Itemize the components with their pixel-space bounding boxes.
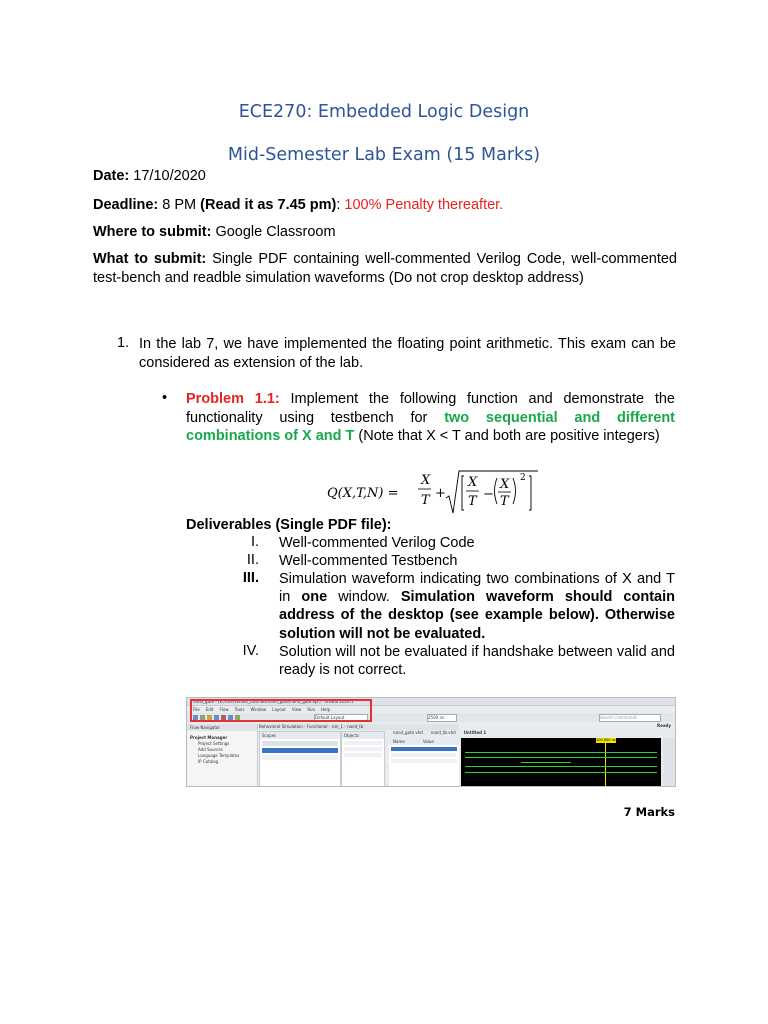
deliverables-heading: Deliverables (Single PDF file): <box>186 517 392 533</box>
what-label: What to submit: <box>93 251 207 267</box>
problem-highlight: two sequential and different combinations of X and T <box>186 409 676 444</box>
deliverable-text <box>279 570 675 643</box>
date-line <box>93 167 206 185</box>
formula-x3: X <box>500 477 510 492</box>
flow-navigator-header: Flow Navigator <box>187 724 257 731</box>
wave-bus <box>465 752 657 758</box>
formula-t1: T <box>421 493 430 508</box>
wave-signal <box>465 772 657 777</box>
editor-tabs <box>387 730 676 736</box>
formula-plus: + <box>435 486 446 501</box>
problem-text-b: (Note that X < T and both are positive integers) <box>354 428 660 444</box>
deliverable-text-b: one <box>301 589 328 606</box>
course-title: ECE270: Embedded Logic Design <box>238 102 530 122</box>
formula-exp: 2 <box>520 473 526 483</box>
menu-item: Run <box>307 707 316 712</box>
where-value: Google Classroom <box>211 224 336 240</box>
objects-header: Objects <box>342 732 384 739</box>
sim-header: Behavioral Simulation - Functional - sim_1 - nand_tb <box>259 724 459 730</box>
date-label: Date: <box>93 168 130 184</box>
menu-item: View <box>291 707 302 712</box>
menu-item: File <box>193 707 200 712</box>
deliverable-num: III. <box>242 570 259 586</box>
vivado-screenshot <box>186 697 676 787</box>
deliverable-num: IV. <box>242 643 259 659</box>
where-label: Where to submit: <box>93 224 212 240</box>
deadline-time: 8 PM <box>158 197 201 213</box>
bullet-icon: • <box>162 390 168 406</box>
deliverable-text-d: Simulation waveform should contain address of the desktop (see example below). Otherwise solution will not be evaluated. <box>279 589 675 642</box>
what-value: Single PDF containing well-commented Verilog Code, well-commented test-bench and readble simulation waveforms (Do not crop desktop address) <box>93 251 677 286</box>
menu-item: Edit <box>205 707 214 712</box>
wave-names-panel <box>389 738 459 786</box>
tab: Untitled 1 <box>463 730 487 735</box>
formula-x1: X <box>421 473 431 488</box>
deadline-colon: : <box>336 197 345 213</box>
nav-item: Language Templates <box>198 753 240 758</box>
problem-label: Problem 1.1: <box>186 391 280 407</box>
menu-item: Window <box>250 707 267 712</box>
menu-item: Tools <box>234 707 245 712</box>
item-number: 1. <box>117 335 130 351</box>
wave-col-name: Name <box>393 739 405 744</box>
menu-item: Help <box>321 707 331 712</box>
screenshot-window-title: nand_gate - [E:/XUP/Vivado_tutorials/nand_gate/nand_gate.xpr] - Vivado 2016.1 <box>193 699 354 704</box>
formula <box>325 468 540 516</box>
layout-select: Default Layout <box>314 714 368 722</box>
what-paragraph <box>93 250 677 287</box>
deadline-line <box>93 196 503 214</box>
waveform-area <box>461 738 661 786</box>
formula-x2: X <box>468 475 478 490</box>
tab: nand_tb.vhd <box>430 730 456 735</box>
marks-label: 7 Marks <box>623 805 675 819</box>
scrollbar <box>663 738 675 786</box>
address-highlight-box <box>190 699 372 722</box>
tab: nand_gate.vhd <box>393 730 423 735</box>
deliverable-text-a: Simulation waveform indicating two combinations of X and T in <box>279 571 675 606</box>
ready-status: Ready <box>657 723 671 728</box>
deliverable-text: Well-commented Testbench <box>279 553 458 569</box>
date-value: 17/10/2020 <box>129 168 206 184</box>
nav-item: Add Sources <box>198 747 223 752</box>
deliverable-num: I. <box>250 534 259 550</box>
exam-title: Mid-Semester Lab Exam (15 Marks) <box>227 145 541 165</box>
time-field: 2500 ns <box>427 714 457 722</box>
selected-scope-row <box>262 748 338 753</box>
problem-text-a: Implement the following function and demonstrate the functionality using testbench for <box>186 391 675 426</box>
scopes-header: Scopes <box>260 732 340 739</box>
nav-item: IP Catalog <box>198 759 219 764</box>
where-line <box>93 223 336 241</box>
menu-item: Flow <box>219 707 229 712</box>
deadline-note: (Read it as 7.45 pm) <box>200 197 337 213</box>
deliverable-text-c: window. <box>327 589 401 606</box>
formula-t2: T <box>468 494 477 509</box>
wave-col-value: Value <box>422 739 434 744</box>
problem-paragraph <box>186 390 675 446</box>
formula-lhs: Q(X,T,N) = <box>327 486 399 501</box>
deadline-penalty: 100% Penalty thereafter. <box>344 197 504 213</box>
formula-t3: T <box>500 494 509 509</box>
search-commands-input: Search commands <box>599 714 661 722</box>
deliverable-text: Solution will not be evaluated if handshake between valid and ready is not correct. <box>279 644 675 679</box>
time-marker-label: 100.000 ns <box>596 738 616 742</box>
nav-item: Project Manager <box>190 735 228 740</box>
deliverable-text: Well-commented Verilog Code <box>279 535 475 551</box>
deliverable-num: II. <box>246 552 259 568</box>
nav-item: Project Settings <box>198 741 230 746</box>
scopes-panel <box>259 731 341 787</box>
menu-item: Layout <box>272 707 286 712</box>
item-text: In the lab 7, we have implemented the floating point arithmetic. This exam can be considered as extension of the lab. <box>139 336 676 371</box>
objects-panel <box>341 731 385 787</box>
deadline-label: Deadline: <box>93 197 159 213</box>
flow-navigator-panel <box>187 724 258 786</box>
formula-minus: − <box>483 487 494 502</box>
